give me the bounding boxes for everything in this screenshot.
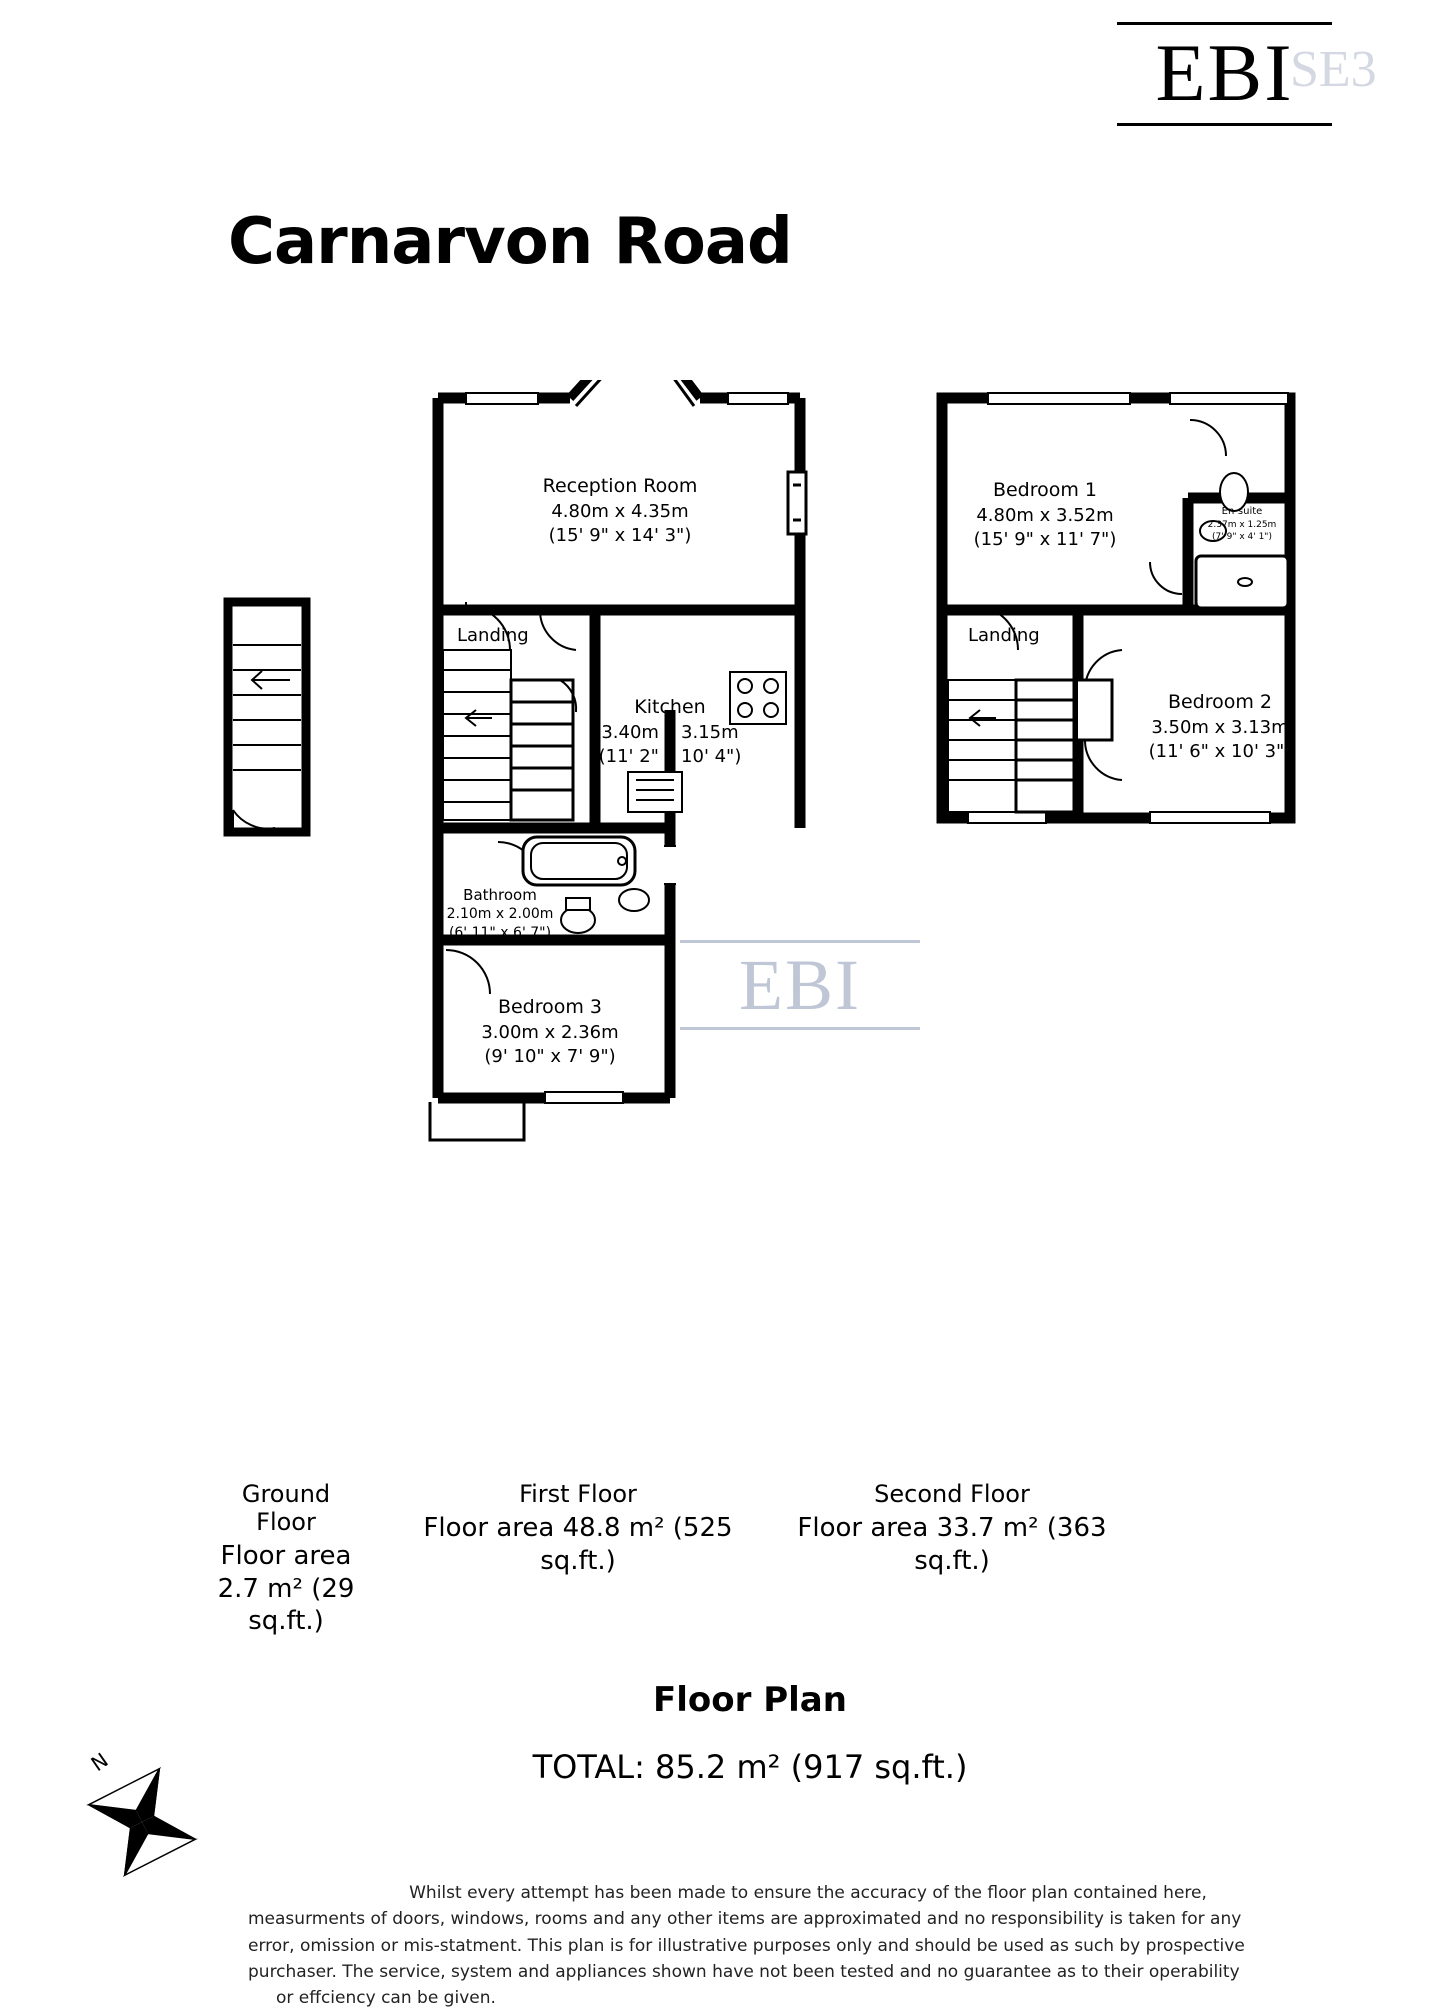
room-label-bedroom3: Bedroom 3 3.00m x 2.36m (9' 10" x 7' 9") (481, 996, 619, 1067)
label-landing-first: Landing (457, 625, 529, 646)
ghost-postcode-text: SE3 (1290, 41, 1377, 98)
room-label-reception: Reception Room 4.80m x 4.35m (15' 9" x 14' 3") (542, 475, 698, 546)
first-floor-value: Floor area 48.8 m² (525 sq.ft.) (423, 1513, 733, 1576)
disclaimer-line-4: purchaser. The service, system and appliances shown have not been tested and no guarantee as to their operability (248, 1962, 1240, 1983)
first-floor-area (398, 1480, 758, 1577)
first-floor-title: First Floor (519, 1480, 637, 1508)
disclaimer-line-5: or effciency can be given. (276, 1988, 496, 2009)
disclaimer-line-1: Whilst every attempt has been made to ensure the accuracy of the floor plan contained here, (409, 1883, 1207, 1903)
room-label-bathroom: Bathroom 2.10m x 2.00m (6' 11" x 6' 7") (446, 886, 554, 942)
compass-north-label: N (86, 1747, 113, 1777)
room-label-bedroom1: Bedroom 1 4.80m x 3.52m (15' 9" x 11' 7") (973, 479, 1117, 550)
second-floor-area (772, 1480, 1132, 1577)
disclaimer (248, 1880, 1368, 2012)
second-floor-title: Second Floor (874, 1480, 1030, 1508)
total-area-line: TOTAL: 85.2 m² (917 sq.ft.) (532, 1748, 968, 1786)
compass-rose (80, 1740, 210, 1880)
disclaimer-line-2: measurments of doors, windows, rooms and any other items are approximated and no responsibility is taken for any (248, 1909, 1242, 1930)
room-label-bedroom2: Bedroom 2 3.50m x 3.13m (11' 6" x 10' 3") (1148, 691, 1292, 762)
ground-floor-area (216, 1480, 356, 1638)
floorplan-heading: Floor Plan (653, 1680, 847, 1720)
label-landing-second: Landing (968, 625, 1040, 646)
room-label-kitchen: Kitchen 3.40m x 3.15m (11' 2" x 10' 4") (598, 696, 742, 767)
disclaimer-line-3: error, omission or mis-statment. This plan is for illustrative purposes only and should be used as such by prospective (248, 1935, 1245, 1956)
logo-text: EBI (1155, 27, 1294, 118)
page-title: Carnarvon Road (228, 205, 792, 279)
ground-floor-title: Ground Floor (241, 1480, 331, 1536)
ground-floor-value: Floor area 2.7 m² (29 sq.ft.) (217, 1541, 355, 1636)
ground-floor-outline (228, 602, 306, 832)
room-label-ensuite: En-suite 2.37m x 1.25m (7' 9" x 4' 1") (1207, 506, 1277, 542)
floorplan-drawing (0, 380, 1448, 1410)
second-floor-value: Floor area 33.7 m² (363 sq.ft.) (797, 1513, 1107, 1576)
logo-rule-bottom (1117, 123, 1332, 126)
watermark-text: EBI (739, 945, 861, 1025)
